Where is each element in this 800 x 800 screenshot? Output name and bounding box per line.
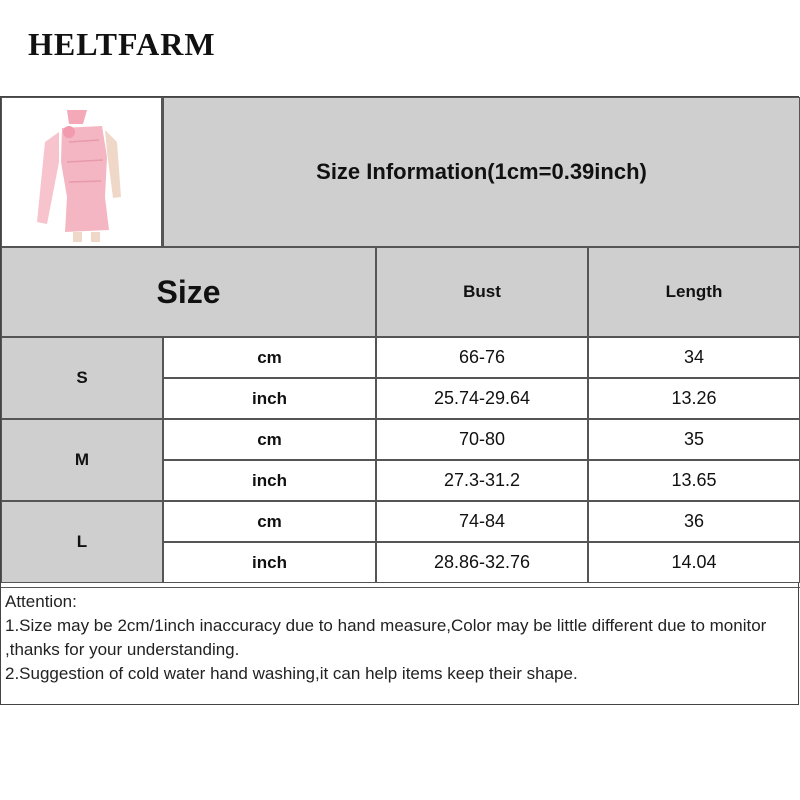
bust-column-header: Bust (376, 247, 588, 337)
bust-value: 66-76 (376, 337, 588, 378)
unit-cm: cm (163, 337, 376, 378)
length-value: 36 (588, 501, 800, 542)
length-value: 13.65 (588, 460, 800, 501)
size-label-s: S (1, 337, 163, 419)
length-value: 14.04 (588, 542, 800, 583)
unit-cm: cm (163, 419, 376, 460)
unit-cm: cm (163, 501, 376, 542)
length-value: 35 (588, 419, 800, 460)
length-value: 13.26 (588, 378, 800, 419)
bust-value: 74-84 (376, 501, 588, 542)
length-value: 34 (588, 337, 800, 378)
notes-line-2: 2.Suggestion of cold water hand washing,it can help items keep their shape. (5, 664, 578, 683)
size-column-header: Size (1, 247, 376, 337)
unit-inch: inch (163, 460, 376, 501)
length-column-header: Length (588, 247, 800, 337)
bust-value: 28.86-32.76 (376, 542, 588, 583)
bust-value: 27.3-31.2 (376, 460, 588, 501)
brand-logo: HELTFARM (28, 26, 216, 62)
unit-inch: inch (163, 542, 376, 583)
size-label-l: L (1, 501, 163, 583)
bust-value: 70-80 (376, 419, 588, 460)
chart-title: Size Information(1cm=0.39inch) (163, 97, 800, 247)
size-label-m: M (1, 419, 163, 501)
size-chart (0, 96, 799, 705)
notes-heading: Attention: (5, 592, 77, 611)
bust-value: 25.74-29.64 (376, 378, 588, 419)
product-photo (1, 97, 163, 247)
dress-illustration (7, 102, 157, 242)
attention-notes (1, 587, 800, 706)
notes-line-1: 1.Size may be 2cm/1inch inaccuracy due to hand measure,Color may be little different due to monitor ,thanks for your understanding. (5, 616, 767, 659)
unit-inch: inch (163, 378, 376, 419)
